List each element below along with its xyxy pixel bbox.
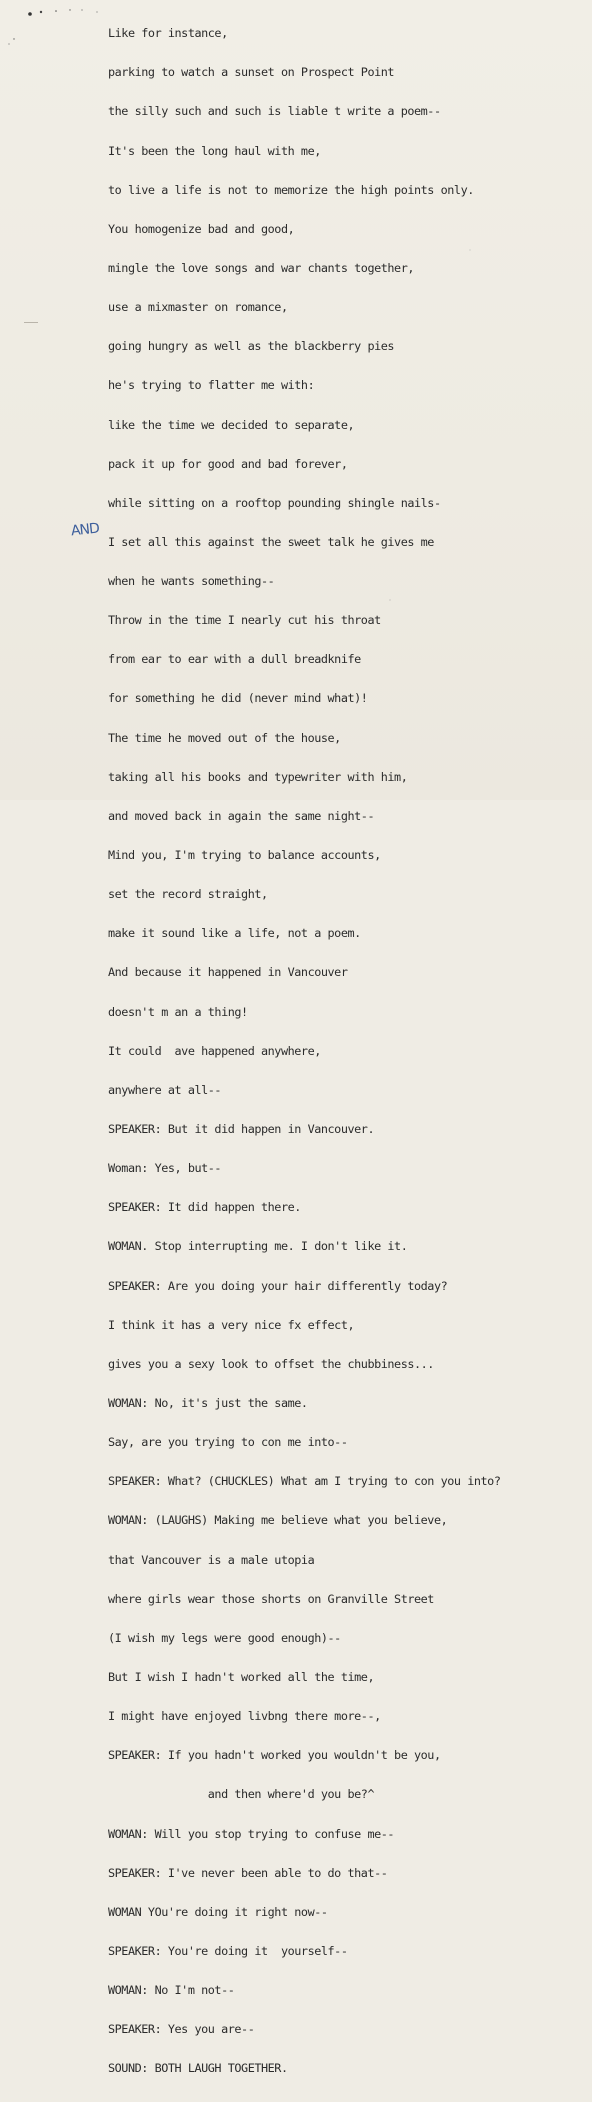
text-line: going hungry as well as the blackberry pies — [108, 339, 395, 354]
handwritten-insert: AND — [70, 520, 100, 540]
text-line: I might have enjoyed livbng there more--, — [108, 1709, 381, 1724]
text-line: and moved back in again the same night-- — [108, 808, 375, 823]
text-line: WOMAN: Will you stop trying to confuse me-- — [108, 1826, 395, 1841]
text-line: taking all his books and typewriter with him, — [108, 769, 408, 784]
text-line: WOMAN YOu're doing it right now-- — [108, 1904, 328, 1919]
text-line: WOMAN: (LAUGHS) Making me believe what you believe, — [108, 1513, 448, 1528]
text-line: when he wants something-- — [108, 574, 275, 589]
text-line: doesn't m an a thing! — [108, 1004, 248, 1019]
text-line: SPEAKER: Yes you are-- — [108, 2022, 255, 2037]
text-line: I set all this against the sweet talk he gives me — [108, 534, 434, 549]
text-line: Like for instance, — [108, 26, 228, 41]
text-line: that Vancouver is a male utopia — [108, 1552, 315, 1567]
typed-text-block — [108, 1, 501, 2102]
text-line: Woman: Yes, but-- — [108, 1161, 222, 1176]
text-line: Throw in the time I nearly cut his throat — [108, 613, 381, 628]
text-line: SPEAKER: Are you doing your hair differently today? — [108, 1278, 448, 1293]
text-line: SPEAKER: It did happen there. — [108, 1200, 301, 1215]
text-line: It could ave happened anywhere, — [108, 1043, 321, 1058]
text-line: make it sound like a life, not a poem. — [108, 926, 361, 941]
text-line: mingle the love songs and war chants together, — [108, 260, 415, 275]
text-line: from ear to ear with a dull breadknife — [108, 652, 361, 667]
text-line: parking to watch a sunset on Prospect Point — [108, 65, 395, 80]
text-line: You homogenize bad and good, — [108, 221, 295, 236]
text-line: WOMAN: No, it's just the same. — [108, 1396, 308, 1411]
text-line: like the time we decided to separate, — [108, 417, 355, 432]
text-line: anywhere at all-- — [108, 1082, 222, 1097]
text-line: (I wish my legs were good enough)-- — [108, 1630, 341, 1645]
text-line: gives you a sexy look to offset the chubbiness... — [108, 1356, 434, 1371]
text-line: SPEAKER: But it did happen in Vancouver. — [108, 1122, 375, 1137]
text-line: he's trying to flatter me with: — [108, 378, 315, 393]
text-line: But I wish I hadn't worked all the time, — [108, 1670, 375, 1684]
text-line: where girls wear those shorts on Granville Street — [108, 1591, 434, 1606]
text-line: the silly such and such is liable t write a poem-- — [108, 104, 441, 119]
text-line: pack it up for good and bad forever, — [108, 456, 348, 471]
text-line: The time he moved out of the house, — [108, 730, 341, 745]
text-line: for something he did (never mind what)! — [108, 691, 368, 706]
text-line: WOMAN: No I'm not-- — [108, 1983, 235, 1998]
text-line: and then where'd you be?^ — [108, 1787, 375, 1802]
text-line: SPEAKER: You're doing it yourself-- — [108, 1943, 348, 1958]
text-line: Say, are you trying to con me into-- — [108, 1435, 348, 1450]
text-line: Mind you, I'm trying to balance accounts, — [108, 848, 381, 863]
text-line: It's been the long haul with me, — [108, 143, 321, 158]
text-line: SPEAKER: I've never been able to do that-- — [108, 1865, 388, 1880]
text-line: SPEAKER: What? (CHUCKLES) What am I trying to con you into? — [108, 1474, 501, 1489]
text-line: SOUND: BOTH LAUGH TOGETHER. — [108, 2061, 288, 2076]
text-line: SPEAKER: If you hadn't worked you wouldn't be you, — [108, 1748, 441, 1763]
margin-mark — [24, 322, 38, 323]
text-line: I think it has a very nice fx effect, — [108, 1317, 355, 1332]
text-line: set the record straight, — [108, 887, 268, 902]
text-line: to live a life is not to memorize the high points only. — [108, 182, 474, 197]
text-line: And because it happened in Vancouver — [108, 965, 348, 980]
text-line: while sitting on a rooftop pounding shingle nails- — [108, 495, 441, 510]
text-line: WOMAN. Stop interrupting me. I don't like it. — [108, 1239, 408, 1254]
text-line: use a mixmaster on romance, — [108, 300, 288, 315]
